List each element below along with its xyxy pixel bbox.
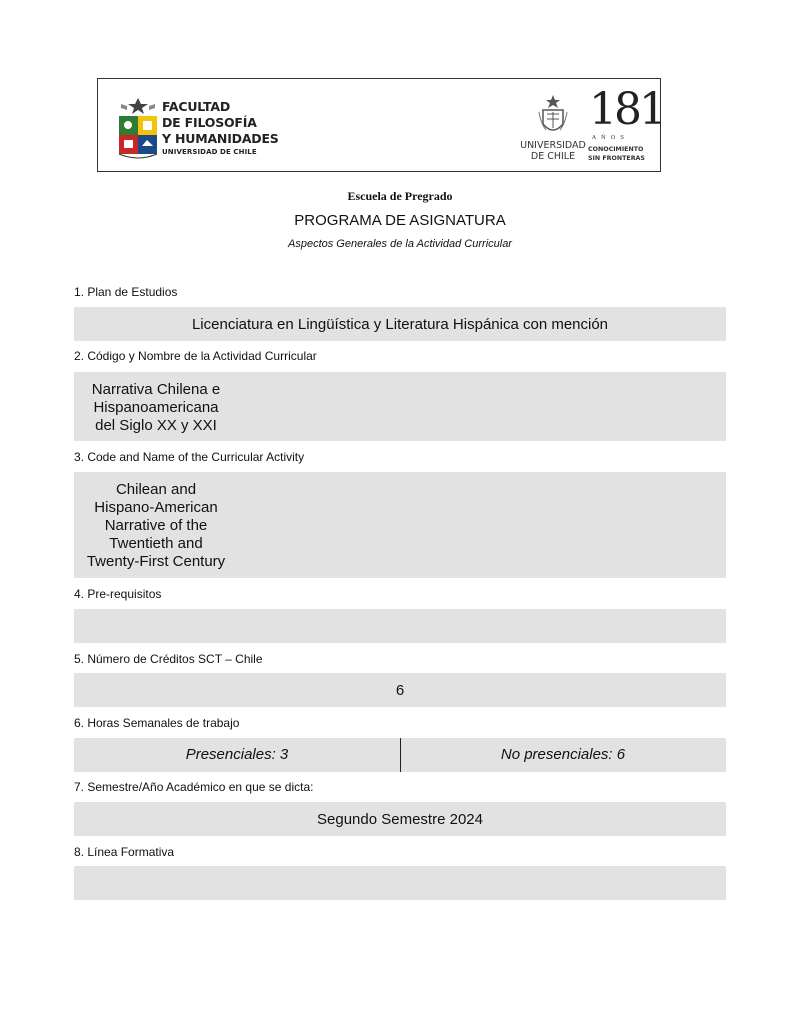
code-line-2: Hispano-American [94,499,218,516]
code-line-3: Narrative of the [104,517,208,534]
codigo-label: 2. Código y Nombre de la Actividad Curricular [74,349,317,363]
faculty-name [162,99,279,157]
faculty-line-2: DE FILOSOFÍA [162,115,257,130]
plan-value: Licenciatura en Lingüística y Literatura Hispánica con mención [191,316,609,333]
anniversary-number: 181 [589,84,664,135]
horas-no-presenciales: No presenciales: 6 [500,746,626,763]
horas-presenciales: Presenciales: 3 [185,746,289,763]
creditos-value: 6 [395,682,405,699]
codigo-value [80,381,232,435]
programa-title: PROGRAMA DE ASIGNATURA [294,212,506,229]
anniversary-line-1: CONOCIMIENTO [588,146,644,153]
semestre-value: Segundo Semestre 2024 [317,811,483,828]
code-line-5: Twenty-First Century [86,553,226,570]
codigo-line-1: Narrativa Chilena e [91,381,221,398]
anniversary-anos: AÑOS [592,135,630,141]
uchile-seal-icon [538,94,568,138]
plan-label: 1. Plan de Estudios [74,285,178,299]
linea-field [74,866,726,900]
linea-label: 8. Línea Formativa [74,845,175,859]
prereq-field [74,609,726,643]
anniversary-line-2: SIN FRONTERAS [588,155,645,162]
escuela-title: Escuela de Pregrado [347,189,453,203]
semestre-label: 7. Semestre/Año Académico en que se dicta: [74,780,314,794]
code-label: 3. Code and Name of the Curricular Activity [74,450,305,464]
code-line-1: Chilean and [115,481,197,498]
uchile-line-2: DE CHILE [530,151,576,162]
codigo-line-2: Hispanoamericana [93,399,219,416]
faculty-university: UNIVERSIDAD DE CHILE [162,148,257,156]
faculty-crest-icon [117,96,159,162]
anniversary-slogan [588,145,645,163]
faculty-line-1: FACULTAD [162,99,231,114]
code-line-4: Twentieth and [109,535,203,552]
codigo-line-3: del Siglo XX y XXI [95,417,217,434]
uchile-name [518,140,588,162]
aspectos-subtitle: Aspectos Generales de la Actividad Curricular [288,238,512,250]
horas-label: 6. Horas Semanales de trabajo [74,716,240,730]
prereq-label: 4. Pre-requisitos [74,587,162,601]
faculty-line-3: Y HUMANIDADES [162,131,279,146]
uchile-line-1: UNIVERSIDAD [520,140,586,151]
code-value [80,481,232,571]
creditos-label: 5. Número de Créditos SCT – Chile [74,652,263,666]
